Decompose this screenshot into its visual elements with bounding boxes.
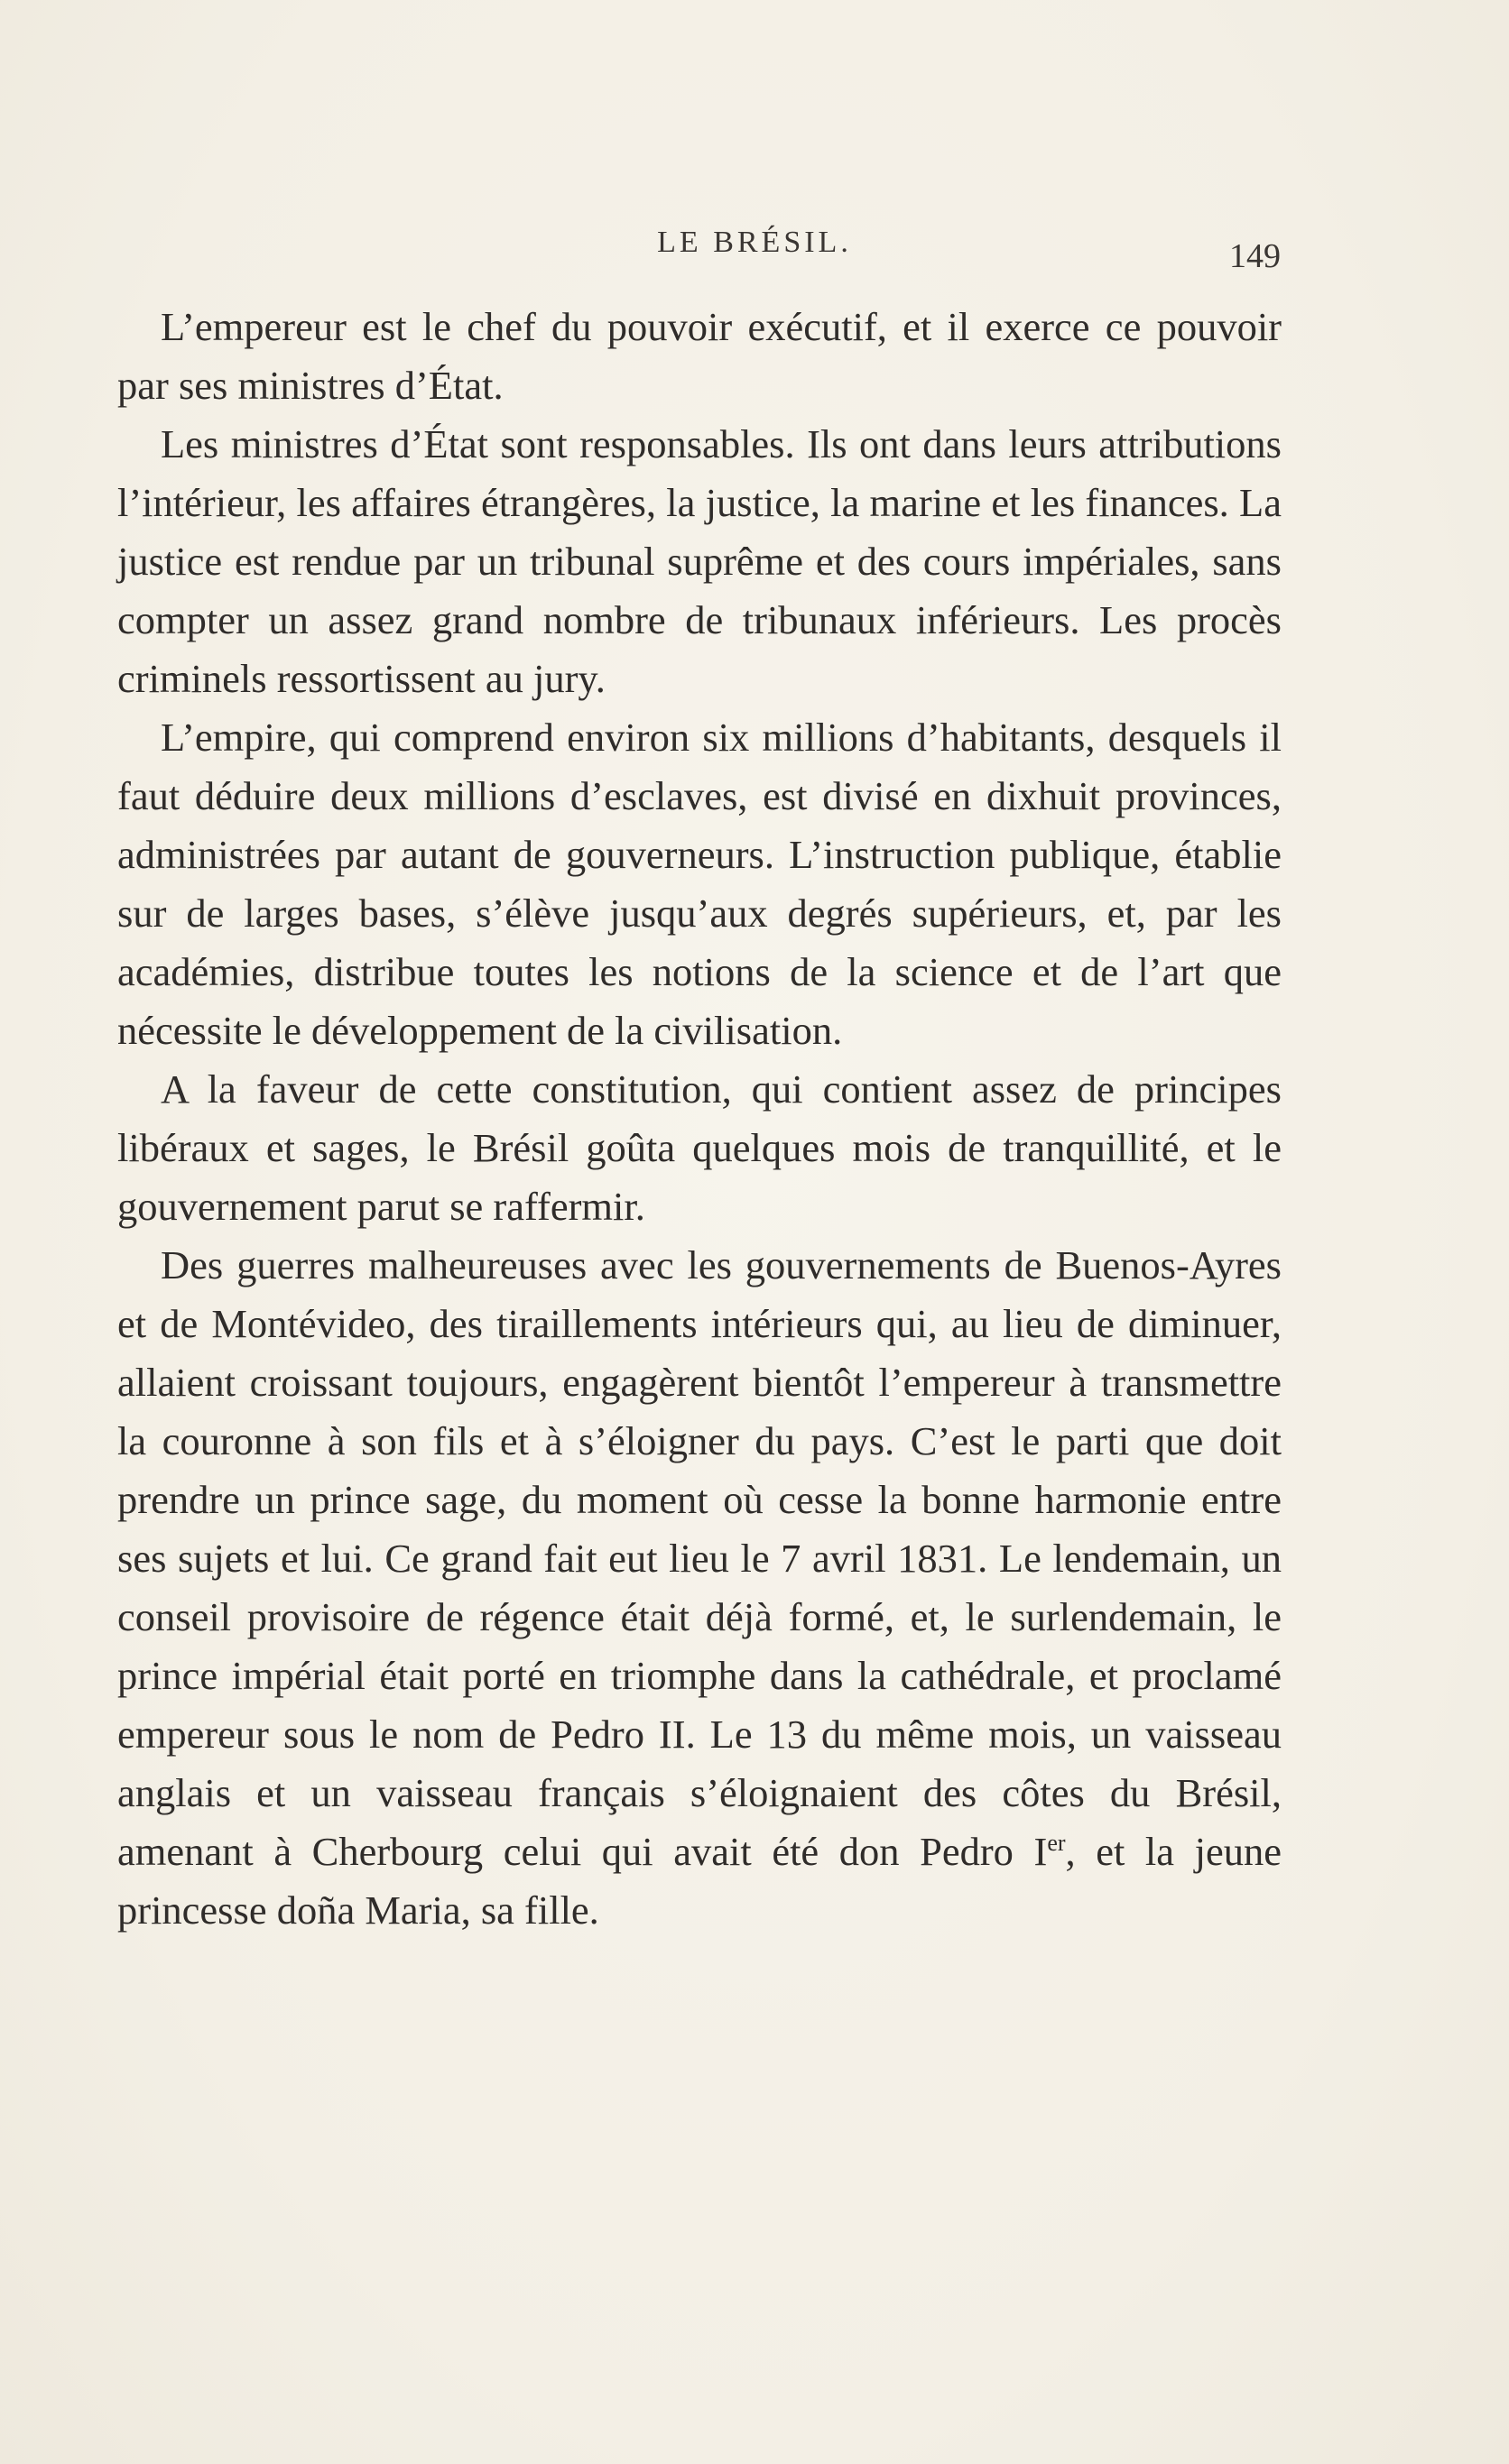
body-text — [117, 298, 1282, 1940]
paragraph-constitution: A la faveur de cette constitution, qui contient assez de principes libéraux et sages, le Brésil goûta quelques mois de tranquillité, et le gouvernement parut se raffermir. — [117, 1066, 1282, 1229]
page-number: 149 — [1229, 237, 1281, 275]
paragraph-executive-power: L’empereur est le chef du pouvoir exécutif, et il exerce ce pouvoir par ses ministres d’État. — [117, 304, 1282, 408]
paragraph-abdication-text: Des guerres malheureuses avec les gouvernements de Buenos-Ayres et de Montévideo, des tiraillements intérieurs qui, au lieu de diminuer, allaient croissant toujours, engagèrent bientôt l’empereur à transmettre la couronne à son fils et à s’éloigner du pays. C’est le parti que doit prendre un prince sage, du moment où cesse la bonne harmonie entre ses sujets et lui. Ce grand fait eut lieu le 7 avril 1831. Le lendemain, un conseil provisoire de régence était déjà formé, et, le surlendemain, le prince impérial était porté en triomphe dans la cathédrale, et proclamé empereur sous le nom de Pedro II. Le 13 du même mois, un vaisseau anglais et un vaisseau français s’éloignaient des côtes du Brésil, amenant à Cherbourg celui qui avait été don Pedro I — [117, 1242, 1282, 1874]
running-head: LE BRÉSIL. — [657, 226, 852, 259]
superscript-er: er — [1047, 1830, 1066, 1856]
paragraph-abdication-tail: , et la jeune princesse doña Maria, sa fille. — [117, 1829, 1282, 1933]
paragraph-empire-provinces: L’empire, qui comprend environ six millions d’habitants, desquels il faut déduire deux millions d’esclaves, est divisé en dixhuit provinces, administrées par autant de gouverneurs. L’instruction publique, établie sur de larges bases, s’élève jusqu’aux degrés supérieurs, et, par les académies, distribue toutes les notions de la science et de l’art que nécessite le développement de la civilisation. — [117, 715, 1282, 1053]
paragraph-ministers-justice: Les ministres d’État sont responsables. Ils ont dans leurs attributions l’intérieur, les affaires étrangères, la justice, la marine et les finances. La justice est rendue par un tribunal suprême et des cours impériales, sans compter un assez grand nombre de tribunaux inférieurs. Les procès criminels ressortissent au jury. — [117, 421, 1282, 701]
paragraph-abdication — [117, 1236, 1282, 1940]
